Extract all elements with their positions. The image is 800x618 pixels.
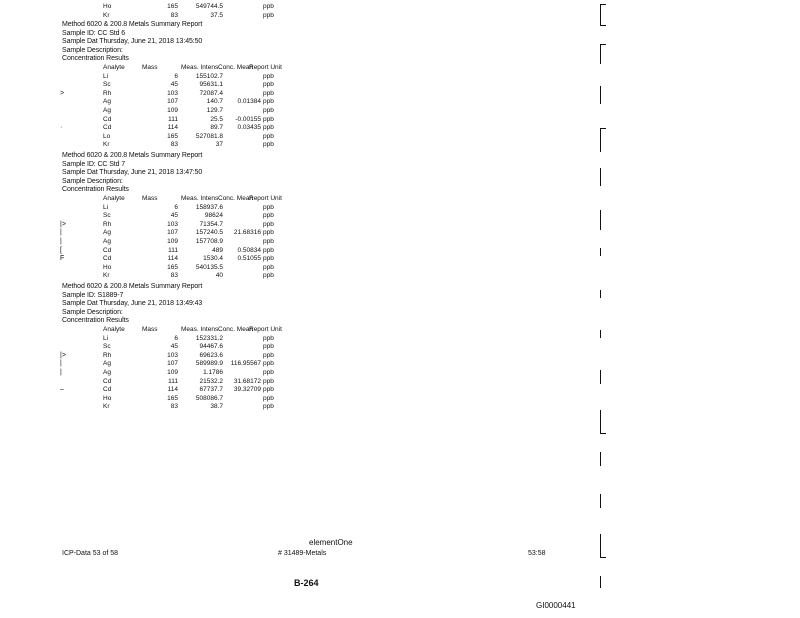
mass-cell: 165 <box>167 3 178 10</box>
intensity-cell: 71354.7 <box>199 220 223 228</box>
intensity-cell: 37 <box>215 141 223 149</box>
unit-cell: ppb <box>263 98 274 106</box>
analyte-cell: Ag <box>103 369 111 376</box>
row-marker: | <box>60 360 62 368</box>
analyte-cell: Sc <box>103 81 111 89</box>
row-marker: |> <box>60 351 66 359</box>
unit-cell: ppb <box>263 212 274 220</box>
unit-cell: ppb <box>263 89 274 97</box>
analyte-cell: Ho <box>103 3 112 10</box>
mass-cell: 83 <box>170 403 178 411</box>
mass-cell: 45 <box>170 343 178 351</box>
intensity-cell: 140.7 <box>206 98 223 106</box>
column-header-unit: Report Unit <box>249 64 282 71</box>
page-number: B-264 <box>294 578 319 588</box>
unit-cell: ppb <box>263 394 274 402</box>
unit-cell: ppb <box>263 229 274 237</box>
intensity-cell: 69623.6 <box>199 351 223 359</box>
mass-cell: 109 <box>167 369 178 376</box>
sample-id: Sample ID: CC Std 7 <box>62 160 126 168</box>
mass-cell: 109 <box>167 107 178 114</box>
mass-cell: 107 <box>167 360 178 368</box>
analyte-cell: Ag <box>103 238 111 245</box>
mass-cell: 165 <box>167 394 178 402</box>
mass-cell: 109 <box>167 238 178 245</box>
column-header-analyte: Analyte <box>103 64 125 71</box>
mass-cell: 45 <box>170 81 178 89</box>
analyte-cell: Ag <box>103 107 111 114</box>
intensity-cell: 489 <box>212 246 223 254</box>
unit-cell: ppb <box>263 334 274 342</box>
mass-cell: 111 <box>168 115 178 123</box>
analyte-cell: Rh <box>103 89 112 97</box>
mass-cell: 45 <box>170 212 178 220</box>
unit-cell: ppb <box>263 81 274 89</box>
column-header-mass: Mass <box>142 195 158 202</box>
concentration-results-title: Concentration Results <box>62 317 129 325</box>
intensity-cell: 67737.7 <box>199 386 223 394</box>
conc-mean-cell: 0.03435 <box>237 124 261 132</box>
column-header-conc-mean: Conc. Mean <box>218 326 254 333</box>
unit-cell: ppb <box>263 272 274 280</box>
mass-cell: 107 <box>167 98 178 106</box>
unit-cell: ppb <box>263 351 274 359</box>
unit-cell: ppb <box>263 386 274 394</box>
column-header-intensity: Meas. Intens <box>181 64 219 71</box>
analyte-cell: Cd <box>103 115 112 123</box>
column-header-mass: Mass <box>142 64 158 71</box>
column-header-conc-mean: Conc. Mean <box>218 195 254 202</box>
mass-cell: 111 <box>168 377 178 385</box>
analyte-cell: Kr <box>103 272 110 280</box>
row-marker: · <box>60 124 63 132</box>
analyte-cell: Cd <box>103 255 112 263</box>
conc-mean-cell: 0.01384 <box>237 98 261 106</box>
analyte-cell: Cd <box>103 377 112 385</box>
footer-brand: elementOne <box>309 538 353 547</box>
mass-cell: 165 <box>167 263 178 271</box>
mass-cell: 6 <box>174 334 178 342</box>
intensity-cell: 25.5 <box>210 115 223 123</box>
footer-page-count: ICP-Data 53 of 58 <box>62 550 119 557</box>
unit-cell: ppb <box>263 203 274 211</box>
unit-cell: ppb <box>263 12 274 19</box>
unit-cell: ppb <box>263 220 274 228</box>
unit-cell: ppb <box>263 377 274 385</box>
mass-cell: 114 <box>167 124 178 132</box>
footer-page-ref: 53:58 <box>528 550 546 557</box>
conc-mean-cell: 116.95567 <box>230 360 261 368</box>
column-header-unit: Report Unit <box>249 326 282 333</box>
mass-cell: 103 <box>167 351 178 359</box>
intensity-cell: 98624 <box>204 212 223 220</box>
intensity-cell: 95631.1 <box>199 81 223 89</box>
unit-cell: ppb <box>263 107 274 114</box>
conc-mean-cell: 39.32709 <box>233 386 261 394</box>
column-header-intensity: Meas. Intens <box>181 195 219 202</box>
row-marker: | <box>60 238 62 245</box>
column-header-analyte: Analyte <box>103 326 125 333</box>
unit-cell: ppb <box>263 238 274 245</box>
analyte-cell: Ag <box>103 229 111 237</box>
mass-cell: 107 <box>167 229 178 237</box>
conc-mean-cell: 21.68316 <box>233 229 261 237</box>
unit-cell: ppb <box>263 132 274 140</box>
mass-cell: 114 <box>167 386 178 394</box>
intensity-cell: 155102.7 <box>195 72 223 80</box>
analyte-cell: Li <box>103 72 109 80</box>
conc-mean-cell: 0.51055 <box>237 255 261 263</box>
mass-cell: 111 <box>168 246 178 254</box>
intensity-cell: 38.7 <box>210 403 223 411</box>
mass-cell: 103 <box>167 220 178 228</box>
bates-number: GI0000441 <box>536 601 576 610</box>
concentration-results-title: Concentration Results <box>62 186 129 194</box>
unit-cell: ppb <box>263 255 274 263</box>
intensity-cell: 94467.6 <box>199 343 223 351</box>
conc-mean-cell: 0.50834 <box>237 246 261 254</box>
analyte-cell: Cd <box>103 124 112 132</box>
sample-description: Sample Description: <box>62 46 123 54</box>
report-title: Method 6020 & 200.8 Metals Summary Report <box>62 152 203 159</box>
analyte-cell: Rh <box>103 351 112 359</box>
intensity-cell: 1.1786 <box>203 369 223 376</box>
analyte-cell: Lo <box>103 132 111 140</box>
unit-cell: ppb <box>263 360 274 368</box>
intensity-cell: 21532.2 <box>199 377 223 385</box>
unit-cell: ppb <box>263 246 274 254</box>
intensity-cell: 527081.8 <box>195 132 223 140</box>
unit-cell: ppb <box>263 115 274 123</box>
unit-cell: ppb <box>263 72 274 80</box>
sample-id: Sample ID: CC Std 6 <box>62 29 126 37</box>
analyte-cell: Kr <box>103 141 110 149</box>
column-header-analyte: Analyte <box>103 195 125 202</box>
sample-description: Sample Description: <box>62 177 123 185</box>
intensity-cell: 1530.4 <box>203 255 223 263</box>
mass-cell: 6 <box>174 203 178 211</box>
intensity-cell: 540135.5 <box>195 263 223 271</box>
intensity-cell: 37.5 <box>210 12 223 19</box>
unit-cell: ppb <box>263 3 274 10</box>
analyte-cell: Rh <box>103 220 112 228</box>
sample-id: Sample ID: S1889-7 <box>62 291 124 299</box>
row-marker: | <box>60 229 62 237</box>
unit-cell: ppb <box>263 343 274 351</box>
row-marker: | <box>60 369 62 376</box>
mass-cell: 114 <box>167 255 178 263</box>
analyte-cell: Sc <box>103 343 111 351</box>
sample-date: Sample Dat Thursday, June 21, 2018 13:45:50 <box>62 38 203 46</box>
conc-mean-cell: -0.00155 <box>235 115 261 123</box>
report-title: Method 6020 & 200.8 Metals Summary Report <box>62 283 203 290</box>
intensity-cell: 589989.9 <box>195 360 223 368</box>
column-header-unit: Report Unit <box>249 195 282 202</box>
intensity-cell: 508086.7 <box>195 394 223 402</box>
column-header-conc-mean: Conc. Mean <box>218 64 254 71</box>
unit-cell: ppb <box>263 124 274 132</box>
mass-cell: 6 <box>174 72 178 80</box>
conc-mean-cell: 31.68172 <box>233 377 261 385</box>
analyte-cell: Kr <box>103 12 110 19</box>
mass-cell: 103 <box>167 89 178 97</box>
analyte-cell: Ag <box>103 360 111 368</box>
intensity-cell: 152331.2 <box>195 334 223 342</box>
sample-description: Sample Description: <box>62 308 123 316</box>
analyte-cell: Cd <box>103 386 112 394</box>
analyte-cell: Li <box>103 334 109 342</box>
unit-cell: ppb <box>263 141 274 149</box>
unit-cell: ppb <box>263 369 274 376</box>
mass-cell: 83 <box>170 12 178 19</box>
intensity-cell: 89.7 <box>210 124 223 132</box>
analyte-cell: Li <box>103 203 109 211</box>
unit-cell: ppb <box>263 403 274 411</box>
concentration-results-title: Concentration Results <box>62 55 129 63</box>
intensity-cell: 158937.6 <box>195 203 223 211</box>
column-header-intensity: Meas. Intens <box>181 326 219 333</box>
intensity-cell: 40 <box>215 272 223 280</box>
row-marker: [ <box>60 246 62 254</box>
intensity-cell: 549744.5 <box>195 3 223 10</box>
intensity-cell: 157708.9 <box>195 238 223 245</box>
row-marker: |> <box>60 220 66 228</box>
analyte-cell: Ho <box>103 263 112 271</box>
row-marker: > <box>60 89 65 97</box>
analyte-cell: Sc <box>103 212 111 220</box>
report-title: Method 6020 & 200.8 Metals Summary Report <box>62 21 203 28</box>
mass-cell: 165 <box>167 132 178 140</box>
column-header-mass: Mass <box>142 326 158 333</box>
intensity-cell: 129.7 <box>206 107 223 114</box>
row-marker: – <box>60 386 64 394</box>
mass-cell: 83 <box>170 272 178 280</box>
sample-date: Sample Dat Thursday, June 21, 2018 13:49:43 <box>62 300 203 308</box>
footer-job-number: # 31489-Metals <box>278 550 327 557</box>
analyte-cell: Ag <box>103 98 111 106</box>
analyte-cell: Ho <box>103 394 112 402</box>
intensity-cell: 157240.5 <box>195 229 223 237</box>
intensity-cell: 72087.4 <box>199 89 223 97</box>
row-marker: F <box>60 255 65 263</box>
mass-cell: 83 <box>170 141 178 149</box>
unit-cell: ppb <box>263 263 274 271</box>
analyte-cell: Kr <box>103 403 110 411</box>
analyte-cell: Cd <box>103 246 112 254</box>
sample-date: Sample Dat Thursday, June 21, 2018 13:47:50 <box>62 169 203 177</box>
